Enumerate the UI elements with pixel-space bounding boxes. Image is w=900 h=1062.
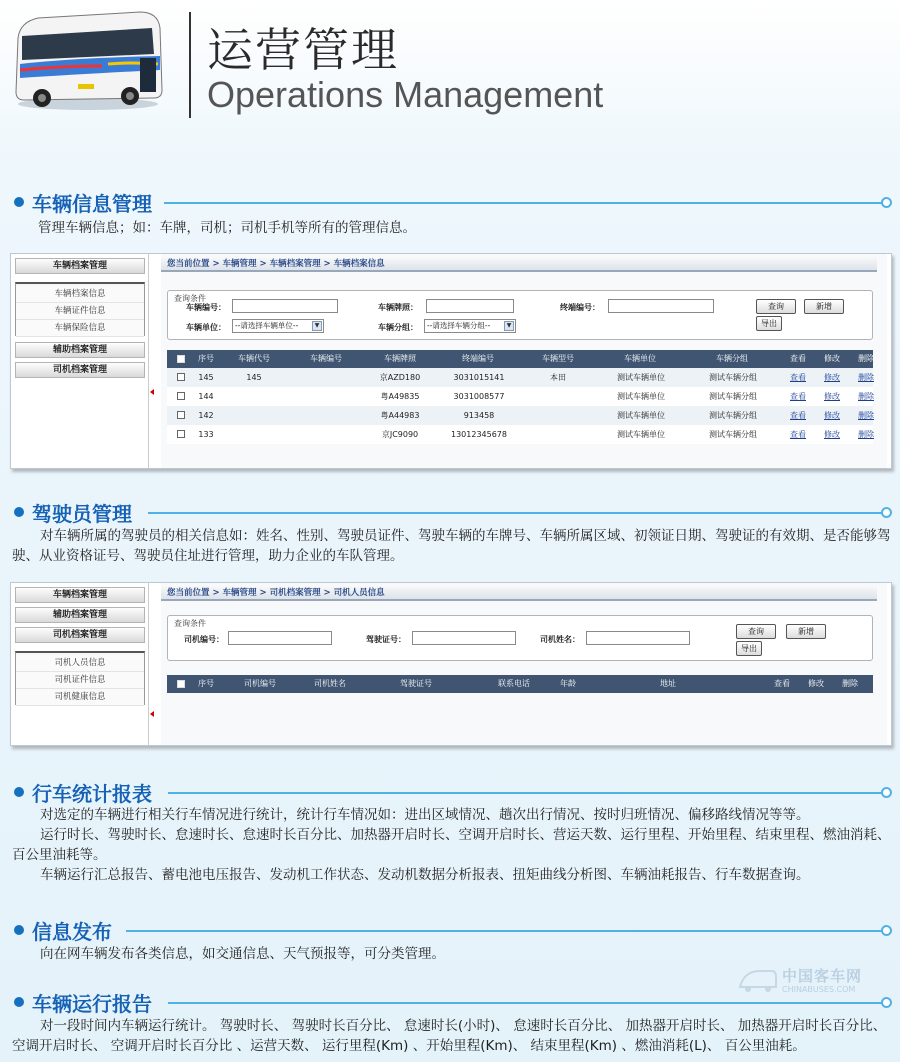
section-vehicle-info-text [38, 218, 888, 238]
cell-unit: 测试车辆单位 [617, 392, 665, 401]
col-seq: 序号 [198, 354, 214, 363]
driver-no-label: 司机编号： [184, 635, 224, 644]
col-unit: 车辆单位 [624, 354, 656, 363]
watermark-sub: CHINABUSES.COM [782, 985, 856, 994]
app-sidebar [11, 583, 149, 745]
view-link[interactable]: 查看 [790, 430, 806, 439]
select-all-checkbox[interactable] [177, 680, 185, 688]
driver-archive-screenshot [10, 582, 892, 746]
table-row [167, 387, 873, 406]
col-group: 车辆分组 [716, 354, 748, 363]
section-vehicle-info-header [12, 190, 892, 216]
col-driver-name: 司机姓名 [314, 679, 346, 688]
bullet-icon [14, 997, 24, 1007]
page-header [0, 0, 900, 160]
table-row [167, 425, 873, 444]
col-model: 车辆型号 [542, 354, 574, 363]
row-checkbox[interactable] [177, 392, 185, 400]
license-input[interactable] [412, 631, 516, 645]
breadcrumb: 您当前位置 > 车辆管理 > 司机档案管理 > 司机人员信息 [161, 585, 877, 601]
section-title: 驾驶员管理 [32, 502, 132, 526]
section-title: 信息发布 [32, 920, 112, 944]
name-label: 司机姓名： [540, 635, 580, 644]
circle-icon [881, 787, 892, 798]
app-sidebar [11, 254, 149, 468]
cell-model: 本田 [550, 373, 566, 382]
breadcrumb: 您当前位置 > 车辆管理 > 车辆档案管理 > 车辆档案信息 [161, 256, 877, 272]
bullet-icon [14, 787, 24, 797]
chevron-down-icon: ▼ [504, 321, 514, 331]
query-box [167, 615, 873, 661]
section-line [148, 512, 882, 514]
section-line [168, 792, 882, 794]
section-report-text [12, 1016, 892, 1056]
vehicle-table [167, 350, 873, 450]
name-input[interactable] [586, 631, 690, 645]
sidebar-item-vehicle-license[interactable]: 车辆证件信息 [16, 303, 144, 320]
cell-unit: 测试车辆单位 [617, 430, 665, 439]
section-paragraph: 对车辆所属的驾驶员的相关信息如：姓名、性别、驾驶员证件、驾驶车辆的车牌号、车辆所属区域、初领证日期、驾驶证的有效期、是否能够驾驶、从业资格证号、驾驶员住址进行管理，助力企业的车队管理。 [12, 528, 891, 564]
col-delete: 删除 [842, 679, 858, 688]
section-paragraph: 管理车辆信息；如：车牌，司机；司机手机等所有的管理信息。 [38, 220, 416, 236]
sidebar-group-driver-archive[interactable]: 司机档案管理 [15, 362, 145, 378]
sidebar-group-aux-archive[interactable]: 辅助档案管理 [15, 607, 145, 623]
bullet-icon [14, 925, 24, 935]
cell-code: 145 [246, 373, 262, 382]
cell-plate: 京AZD180 [379, 373, 421, 382]
cell-group: 测试车辆分组 [709, 430, 757, 439]
cell-plate: 粤A49835 [380, 392, 420, 401]
cell-unit: 测试车辆单位 [617, 373, 665, 382]
cell-seq: 133 [198, 430, 214, 439]
cell-group: 测试车辆分组 [709, 392, 757, 401]
plate-label: 车辆牌照： [378, 303, 418, 312]
col-delete: 删除 [858, 354, 874, 363]
sidebar-item-driver-license[interactable]: 司机证件信息 [16, 672, 144, 689]
vehicle-no-label: 车辆编号： [186, 303, 226, 312]
circle-icon [881, 197, 892, 208]
section-line [164, 202, 882, 204]
cell-terminal: 913458 [463, 411, 495, 420]
sidebar-item-driver-info[interactable]: 司机人员信息 [16, 655, 144, 672]
chevron-down-icon: ▼ [312, 321, 322, 331]
query-box [167, 290, 873, 340]
cell-terminal: 13012345678 [451, 430, 507, 439]
edit-link[interactable]: 修改 [824, 411, 840, 420]
cell-plate: 京JC9090 [381, 430, 419, 439]
circle-icon [881, 507, 892, 518]
section-paragraph: 向在网车辆发布各类信息，如交通信息、天气预报等，可分类管理。 [40, 946, 445, 962]
col-driver-no: 司机编号 [244, 679, 276, 688]
sidebar-submenu [15, 651, 145, 705]
row-checkbox[interactable] [177, 411, 185, 419]
view-link[interactable]: 查看 [790, 373, 806, 382]
table-row [167, 406, 873, 425]
vehicle-no-input[interactable] [232, 299, 338, 313]
bus-image [12, 8, 164, 112]
section-stats-header [12, 780, 892, 806]
col-plate: 车辆牌照 [384, 354, 416, 363]
sidebar-group-vehicle-archive[interactable]: 车辆档案管理 [15, 587, 145, 603]
delete-link[interactable]: 删除 [858, 392, 874, 401]
search-button[interactable]: 查询 [756, 299, 796, 314]
col-vno: 车辆编号 [310, 354, 342, 363]
export-button[interactable]: 导出 [736, 641, 762, 656]
page-title-cn: 运营管理 [207, 23, 399, 77]
terminal-input[interactable] [608, 299, 714, 313]
section-stats-text [12, 805, 892, 885]
section-line [168, 1002, 882, 1004]
col-age: 年龄 [560, 679, 576, 688]
table-row [167, 368, 873, 387]
section-paragraph: 对选定的车辆进行相关行车情况进行统计，统计行车情况如：进出区域情况、趟次出行情况、按时归班情况、偏移路线情况等等。 [40, 807, 810, 823]
section-line [126, 930, 882, 932]
edit-link[interactable]: 修改 [824, 392, 840, 401]
group-select[interactable] [424, 319, 516, 333]
row-checkbox[interactable] [177, 373, 185, 381]
bullet-icon [14, 197, 24, 207]
unit-select-value: --请选择车辆单位-- [235, 321, 299, 330]
cell-unit: 测试车辆单位 [617, 411, 665, 420]
section-driver-header [12, 500, 892, 526]
section-title: 车辆信息管理 [32, 192, 152, 216]
col-view: 查看 [790, 354, 806, 363]
section-title: 行车统计报表 [32, 782, 152, 806]
export-button[interactable]: 导出 [756, 316, 782, 331]
app-main [161, 254, 887, 468]
delete-link[interactable]: 删除 [858, 411, 874, 420]
group-select-value: --请选择车辆分组-- [427, 321, 491, 330]
collapse-arrow-icon[interactable] [150, 389, 154, 395]
section-publish-header [12, 918, 892, 944]
section-driver-text [12, 526, 892, 566]
group-label: 车辆分组： [378, 323, 418, 332]
section-report-header [12, 990, 892, 1016]
col-view: 查看 [774, 679, 790, 688]
cell-seq: 142 [198, 411, 214, 420]
app-main [161, 583, 887, 745]
cell-seq: 144 [198, 392, 214, 401]
table-header [167, 675, 873, 693]
view-link[interactable]: 查看 [790, 392, 806, 401]
col-license: 驾驶证号 [400, 679, 432, 688]
unit-label: 车辆单位： [186, 323, 226, 332]
sidebar-item-vehicle-insurance[interactable]: 车辆保险信息 [16, 320, 144, 337]
query-legend: 查询条件 [174, 619, 206, 628]
driver-no-input[interactable] [228, 631, 332, 645]
col-code: 车辆代号 [238, 354, 270, 363]
col-terminal: 终端编号 [462, 354, 494, 363]
col-edit: 修改 [824, 354, 840, 363]
cell-group: 测试车辆分组 [709, 373, 757, 382]
row-checkbox[interactable] [177, 430, 185, 438]
section-title: 车辆运行报告 [32, 992, 152, 1016]
col-phone: 联系电话 [498, 679, 530, 688]
vehicle-archive-screenshot [10, 253, 892, 469]
col-edit: 修改 [808, 679, 824, 688]
terminal-label: 终端编号： [560, 303, 600, 312]
section-paragraph: 车辆运行汇总报告、蓄电池电压报告、发动机工作状态、发动机数据分析报表、扭矩曲线分析图、车辆油耗报告、行车数据查询。 [40, 867, 810, 883]
delete-link[interactable]: 删除 [858, 373, 874, 382]
edit-link[interactable]: 修改 [824, 430, 840, 439]
add-button[interactable]: 新增 [786, 624, 826, 639]
table-header [167, 350, 873, 368]
circle-icon [881, 925, 892, 936]
sidebar-group-aux-archive[interactable]: 辅助档案管理 [15, 342, 145, 358]
query-legend: 查询条件 [174, 294, 206, 303]
sidebar-item-driver-health[interactable]: 司机健康信息 [16, 689, 144, 706]
unit-select[interactable] [232, 319, 324, 333]
section-publish-text [40, 944, 740, 964]
driver-table [167, 675, 873, 695]
bullet-icon [14, 507, 24, 517]
cell-group: 测试车辆分组 [709, 411, 757, 420]
search-button[interactable]: 查询 [736, 624, 776, 639]
cell-seq: 145 [198, 373, 214, 382]
col-address: 地址 [660, 679, 676, 688]
plate-input[interactable] [426, 299, 514, 313]
collapse-arrow-icon[interactable] [150, 711, 154, 717]
sidebar-group-driver-archive[interactable]: 司机档案管理 [15, 627, 145, 643]
delete-link[interactable]: 删除 [858, 430, 874, 439]
col-seq: 序号 [198, 679, 214, 688]
watermark-text: 中国客车网 [782, 967, 863, 985]
edit-link[interactable]: 修改 [824, 373, 840, 382]
add-button[interactable]: 新增 [804, 299, 844, 314]
section-paragraph: 运行时长、驾驶时长、怠速时长、怠速时长百分比、加热器开启时长、空调开启时长、营运天数、运行里程、开始里程、结束里程、燃油消耗、百公里油耗等。 [12, 827, 891, 863]
page-title-en: Operations Management [207, 74, 604, 115]
sidebar-item-vehicle-info[interactable]: 车辆档案信息 [16, 286, 144, 303]
select-all-checkbox[interactable] [177, 355, 185, 363]
section-paragraph: 对一段时间内车辆运行统计。 驾驶时长、 驾驶时长百分比、 怠速时长(小时)、 怠速时长百分比、 加热器开启时长、 加热器开启时长百分比、空调开启时长、 空调开启时长百分比 、运营天数、 运行里程(Km) 、开始里程(Km)、 结束里程(Km) 、燃油消耗(L)、 百公里油耗。 [12, 1018, 887, 1054]
header-divider [189, 12, 191, 118]
cell-plate: 粤A44983 [380, 411, 420, 420]
sidebar-group-vehicle-archive[interactable]: 车辆档案管理 [15, 258, 145, 274]
cell-terminal: 3031008577 [453, 392, 505, 401]
circle-icon [881, 997, 892, 1008]
sidebar-submenu [15, 282, 145, 336]
view-link[interactable]: 查看 [790, 411, 806, 420]
cell-terminal: 3031015141 [453, 373, 505, 382]
license-label: 驾驶证号： [366, 635, 406, 644]
